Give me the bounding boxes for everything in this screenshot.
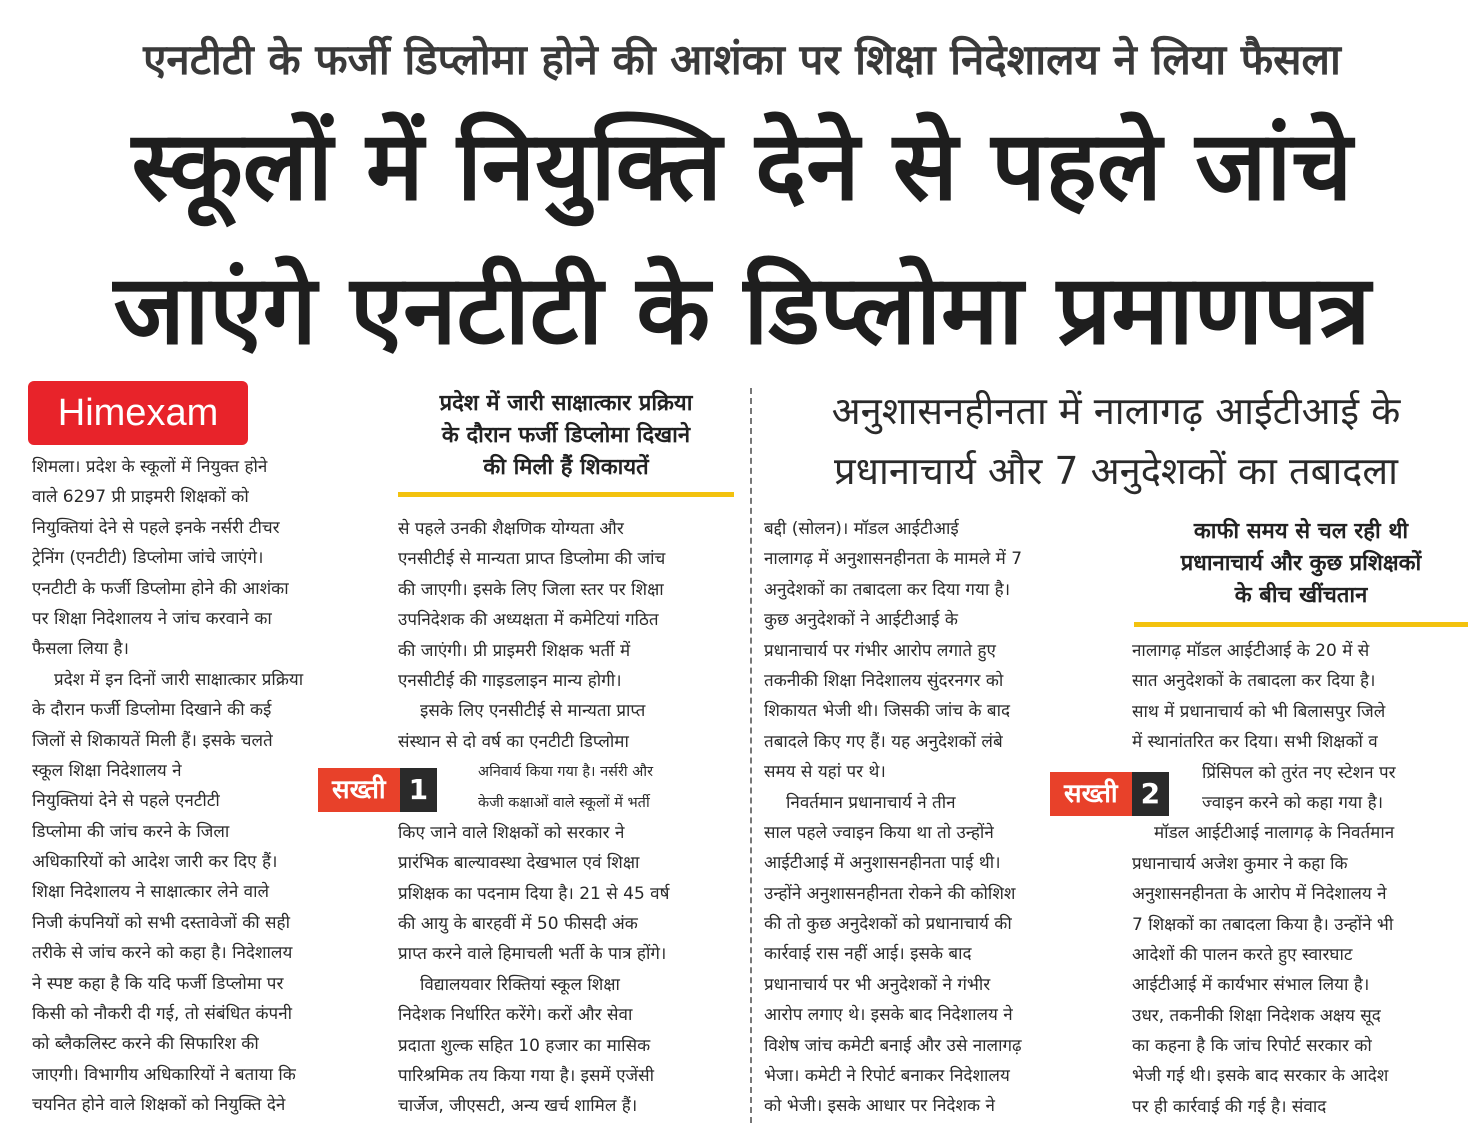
article-line: केजी कक्षाओं वाले स्कूलों में भर्ती [478,794,650,811]
side-headline-line2: प्रधानाचार्य और 7 अनुदेशकों का तबादला [834,449,1398,493]
article-line: उधर, तकनीकी शिक्षा निदेशक अक्षय सूद [1132,1005,1381,1026]
sakhti-tag-1 [318,768,437,812]
yellow-rule [1134,622,1468,627]
article-line: चार्जेज, जीएसटी, अन्य खर्च शामिल हैं। [398,1096,638,1117]
article-line: भेजी गई थी। इसके बाद सरकार के आदेश [1132,1066,1389,1087]
article-line: पर ही कार्रवाई की गई है। संवाद [1132,1096,1327,1117]
article-line: अनिवार्य किया गया है। नर्सरी और [478,764,654,781]
yellow-rule [398,492,734,497]
article-line: विशेष जांच कमेटी बनाई और उसे नालागढ़ [764,1035,1022,1056]
article-line: पर शिक्षा निदेशालय ने जांच करवाने का [32,608,272,629]
article-line: नियुक्तियां देने से पहले इनके नर्सरी टीचर [32,517,280,538]
article-line: विद्यालयवार रिक्तियां स्कूल शिक्षा [420,974,620,995]
article-line: प्रारंभिक बाल्यावस्था देखभाल एवं शिक्षा [398,853,640,874]
article-line: प्रधानाचार्य अजेश कुमार ने कहा कि [1132,853,1348,874]
article-line: अधिकारियों को आदेश जारी कर दिए हैं। [32,852,278,873]
article-line: की आयु के बारहवीं में 50 फीसदी अंक [398,914,638,935]
subheading-tussle [1134,516,1468,612]
article-line: जिलों से शिकायतें मिली हैं। इसके चलते [32,730,273,751]
article-line: की जाएंगी। प्री प्राइमरी शिक्षक भर्ती में [398,640,631,661]
article-line: प्रशिक्षक का पदनाम दिया है। 21 से 45 वर्ष [398,883,670,904]
article-line: एनटीटी के फर्जी डिप्लोमा होने की आशंका [32,578,289,599]
subheading-interview-complaints [396,388,736,484]
article-line: निवर्तमान प्रधानाचार्य ने तीन [786,792,956,813]
article-line: आदेशों की पालन करते हुए स्वारघाट [1132,944,1353,965]
subheading-line: प्रधानाचार्य और कुछ प्रशिक्षकों [1180,551,1422,576]
article-line: किए जाने वाले शिक्षकों को सरकार ने [398,822,625,843]
article-line: को ब्लैकलिस्ट करने की सिफारिश की [32,1034,259,1055]
article-line: स्कूल शिक्षा निदेशालय ने [32,760,182,781]
article-line: आरोप लगाए थे। इसके बाद निदेशालय ने [764,1005,1013,1026]
article-column-4 [1132,636,1468,1122]
article-line: प्राप्त करने वाले हिमाचली भर्ती के पात्र होंगे। [398,944,667,965]
article-line: पारिश्रमिक तय किया गया है। इसमें एजेंसी [398,1066,654,1087]
article-line: आईटीआई में अनुशासनहीनता पाई थी। [764,853,1001,874]
article-line: इसके लिए एनसीटीई से मान्यता प्राप्त [420,701,646,722]
article-line: कार्रवाई रास नहीं आई। इसके बाद [764,944,972,965]
article-line: भेजा। कमेटी ने रिपोर्ट बनाकर निदेशालय [764,1066,1010,1087]
article-column-2 [398,514,734,1122]
article-line: साथ में प्रधानाचार्य को भी बिलासपुर जिले [1132,701,1386,722]
sakhti-number: 1 [400,768,437,812]
article-column-3 [764,514,1102,1122]
sakhti-tag-2 [1050,772,1169,816]
article-line: संस्थान से दो वर्ष का एनटीटी डिप्लोमा [398,731,629,752]
article-line: किसी को नौकरी दी गई, तो संबंधित कंपनी [32,1004,293,1025]
article-line: सात अनुदेशकों के तबादला कर दिया है। [1132,671,1376,692]
article-line: प्रधानाचार्य पर गंभीर आरोप लगाते हुए [764,640,996,661]
article-line: तकनीकी शिक्षा निदेशालय सुंदरनगर को [764,670,1004,691]
article-line: शिक्षा निदेशालय ने साक्षात्कार लेने वाले [32,882,270,903]
article-line: आईटीआई में कार्यभार संभाल लिया है। [1132,975,1370,996]
article-line: ट्रेनिंग (एनटीटी) डिप्लोमा जांचे जाएंगे। [32,548,264,569]
article-line: बद्दी (सोलन)। मॉडल आईटीआई [764,519,959,539]
article-line: ज्वाइन करने को कहा गया है। [1202,792,1384,813]
subheading-line: प्रदेश में जारी साक्षात्कार प्रक्रिया [439,391,693,416]
article-line: नालागढ़ मॉडल आईटीआई के 20 में से [1132,641,1370,661]
article-line: से पहले उनकी शैक्षणिक योग्यता और [398,519,624,539]
article-line: एनसीटीई की गाइडलाइन मान्य होगी। [398,670,622,691]
article-line: निजी कंपनियों को सभी दस्तावेजों की सही [32,912,290,933]
main-headline-line1: स्कूलों में नियुक्ति देने से पहले जांचे [131,110,1353,222]
sakhti-number: 2 [1132,772,1169,816]
article-line: प्रदेश में इन दिनों जारी साक्षात्कार प्रक्रिया [54,669,304,690]
article-line: प्रधानाचार्य पर भी अनुदेशकों ने गंभीर [764,974,991,995]
article-column-1 [32,452,367,1121]
article-line: मॉडल आईटीआई नालागढ़ के निवर्तमान [1154,823,1395,844]
main-headline-line2: जाएंगे एनटीटी के डिप्लोमा प्रमाणपत्र [113,254,1371,366]
article-line: उपनिदेशक की अध्यक्षता में कमेटियां गठित [398,610,659,631]
article-line: तबादले किए गए हैं। यह अनुदेशकों लंबे [764,731,1003,752]
article-line: प्रदाता शुल्क सहित 10 हजार का मासिक [398,1035,651,1056]
article-line: का कहना है कि जांच रिपोर्ट सरकार को [1132,1036,1372,1057]
article-line: डिप्लोमा की जांच करने के जिला [32,821,230,842]
article-line: नालागढ़ में अनुशासनहीनता के मामले में 7 [764,549,1023,570]
article-line: को भेजी। इसके आधार पर निदेशक ने [764,1096,995,1117]
column-divider [750,388,752,1123]
article-line: नियुक्तियां देने से पहले एनटीटी [32,791,220,812]
side-headline-line1: अनुशासनहीनता में नालागढ़ आईटीआई के [831,389,1401,433]
article-line: वाले 6297 प्री प्राइमरी शिक्षकों को [32,487,249,508]
article-line: अनुशासनहीनता के आरोप में निदेशालय ने [1132,884,1387,905]
article-line: चयनित होने वाले शिक्षकों को नियुक्ति देने [32,1095,286,1116]
article-line: में स्थानांतरित कर दिया। सभी शिक्षकों व [1132,732,1378,753]
article-line: अनुदेशकों का तबादला कर दिया गया है। [764,579,1011,600]
article-line: फैसला लिया है। [32,639,129,660]
watermark-badge: Himexam [28,381,248,445]
article-line: जाएगी। विभागीय अधिकारियों ने बताया कि [32,1064,296,1085]
subheading-line: की मिली हैं शिकायतें [483,455,649,480]
subheading-line: के दौरान फर्जी डिप्लोमा दिखाने [441,423,691,448]
sakhti-label: सख्ती [1050,772,1132,816]
article-line: कुछ अनुदेशकों ने आईटीआई के [764,610,958,631]
article-line: तरीके से जांच करने को कहा है। निदेशालय [32,943,293,964]
article-line: उन्होंने अनुशासनहीनता रोकने की कोशिश [764,883,1016,904]
kicker-headline: एनटीटी के फर्जी डिप्लोमा होने की आशंका पर शिक्षा निदेशालय ने लिया फैसला [143,35,1341,84]
article-line: साल पहले ज्वाइन किया था तो उन्होंने [764,822,994,843]
article-line: प्रिंसिपल को तुरंत नए स्टेशन पर [1202,762,1396,783]
subheading-line: काफी समय से चल रही थी [1193,519,1409,544]
article-line: शिमला। प्रदेश के स्कूलों में नियुक्त होने [32,457,268,477]
article-line: निदेशक निर्धारित करेंगे। करों और सेवा [398,1005,633,1026]
article-line: के दौरान फर्जी डिप्लोमा दिखाने की कई [32,700,272,721]
subheading-line: के बीच खींचतान [1234,583,1368,608]
article-line: ने स्पष्ट कहा है कि यदि फर्जी डिप्लोमा पर [32,973,284,994]
article-line: 7 शिक्षकों का तबादला किया है। उन्होंने भी [1132,914,1394,935]
article-line: की तो कुछ अनुदेशकों को प्रधानाचार्य की [764,914,1012,935]
article-line: शिकायत भेजी थी। जिसकी जांच के बाद [764,701,1011,722]
article-line: एनसीटीई से मान्यता प्राप्त डिप्लोमा की जांच [398,549,666,570]
article-line: की जाएगी। इसके लिए जिला स्तर पर शिक्षा [398,579,664,600]
sakhti-label: सख्ती [318,768,400,812]
article-line: समय से यहां पर थे। [764,762,886,783]
